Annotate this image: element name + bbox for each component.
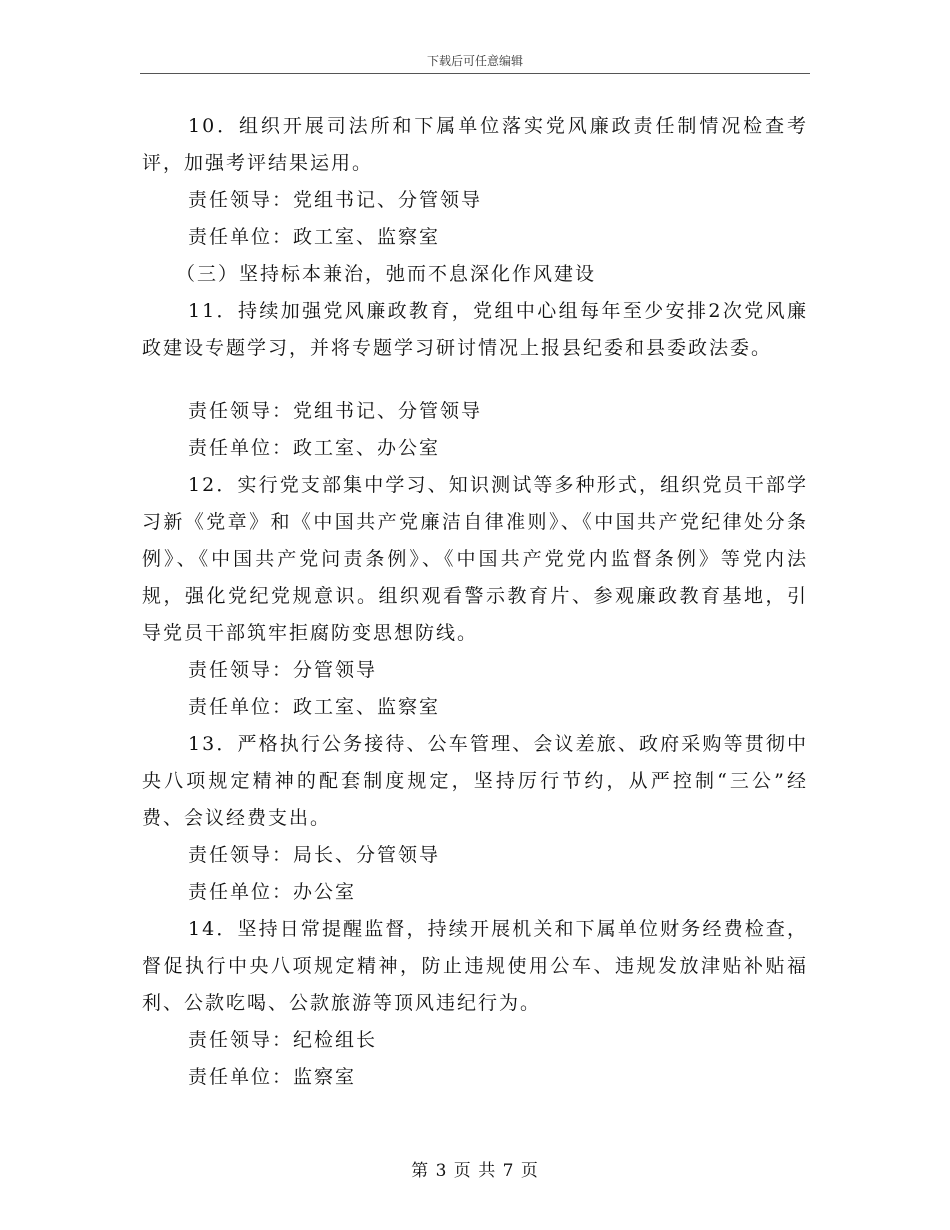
page-header: 下载后可任意编辑 — [426, 54, 523, 68]
item-12-unit: 责任单位：政工室、监察室 — [188, 696, 441, 718]
item-11-leader: 责任领导：党组书记、分管领导 — [188, 400, 483, 422]
item-11-paragraph: 11．持续加强党风廉政教育，党组中心组每年至少安排2次党风廉政建设专题学习，并将专题学习研讨情况上报县纪委和县委政法委。 — [142, 300, 808, 359]
page-number: 第 3 页 共 7 页 — [411, 1161, 539, 1181]
paragraph-gap — [142, 367, 808, 393]
item-10-unit: 责任单位：政工室、监察室 — [188, 226, 441, 248]
item-10-leader: 责任领导：党组书记、分管领导 — [188, 189, 483, 211]
item-13-leader: 责任领导：局长、分管领导 — [188, 844, 441, 866]
document-body — [142, 108, 808, 1096]
item-12-paragraph: 12．实行党支部集中学习、知识测试等多种形式，组织党员干部学习新《党章》和《中国共产党廉洁自律准则》、《中国共产党纪律处分条例》、《中国共产党问责条例》、《中国共产党党内监督条例》等党内法规，强化党纪党规意识。组织观看警示教育片、参观廉政教育基地，引导党员干部筑牢拒腐防变思想防线。 — [142, 474, 808, 644]
item-10-paragraph: 10．组织开展司法所和下属单位落实党风廉政责任制情况检查考评，加强考评结果运用。 — [142, 115, 808, 174]
item-13-unit: 责任单位：办公室 — [188, 881, 357, 903]
item-14-leader: 责任领导：纪检组长 — [188, 1029, 378, 1051]
header-rule — [140, 73, 810, 74]
section-3-heading: （三）坚持标本兼治，弛而不息深化作风建设 — [176, 263, 597, 285]
item-11-unit: 责任单位：政工室、办公室 — [188, 437, 441, 459]
item-14-paragraph: 14．坚持日常提醒监督，持续开展机关和下属单位财务经费检查，督促执行中央八项规定精神，防止违规使用公车、违规发放津贴补贴福利、公款吃喝、公款旅游等顶风违纪行为。 — [142, 918, 808, 1014]
item-14-unit: 责任单位：监察室 — [188, 1066, 357, 1088]
item-13-paragraph: 13．严格执行公务接待、公车管理、会议差旅、政府采购等贯彻中央八项规定精神的配套制度规定，坚持厉行节约，从严控制“三公”经费、会议经费支出。 — [142, 733, 808, 829]
item-12-leader: 责任领导：分管领导 — [188, 659, 378, 681]
